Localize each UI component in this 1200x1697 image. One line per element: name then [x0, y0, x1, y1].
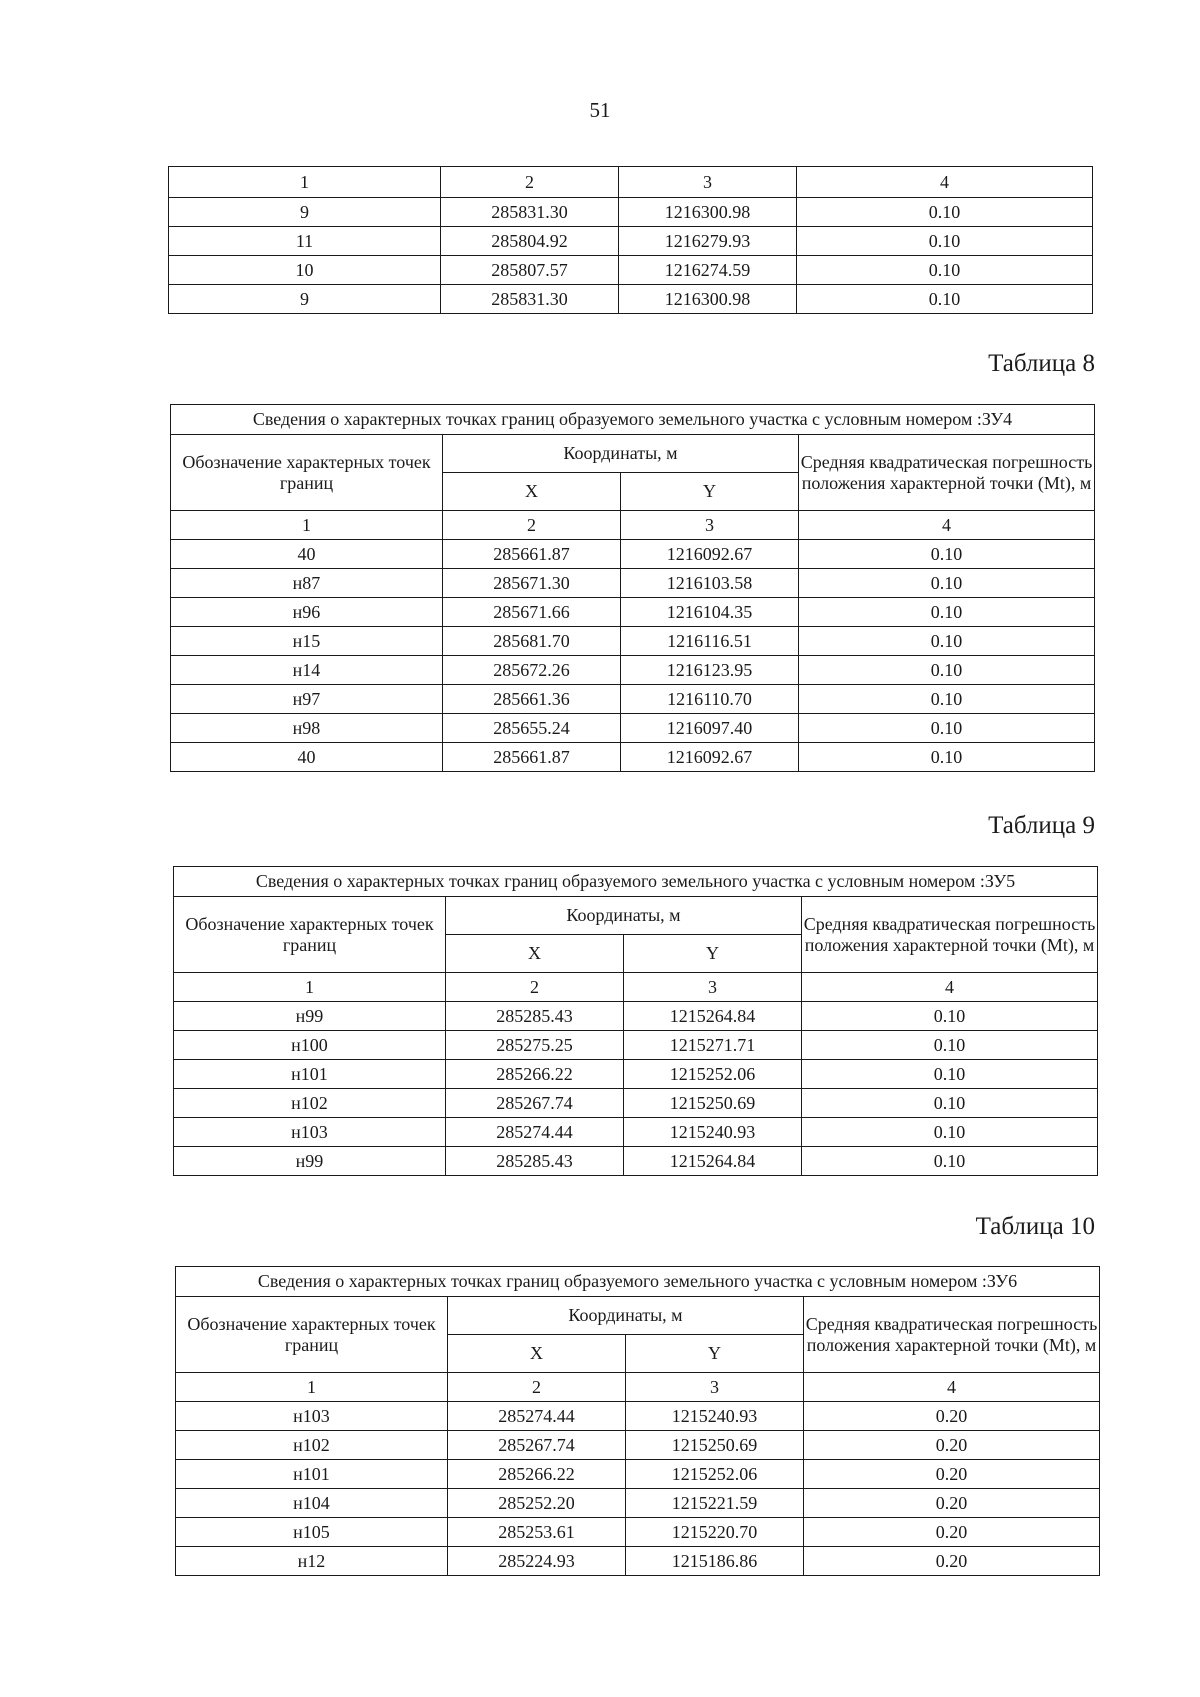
point-id: н97 — [171, 685, 443, 714]
point-id: н101 — [176, 1460, 448, 1489]
error-value: 0.10 — [797, 285, 1093, 314]
error-value: 0.10 — [799, 714, 1095, 743]
table-row — [171, 598, 1095, 627]
error-value: 0.10 — [797, 256, 1093, 285]
point-id: н105 — [176, 1518, 448, 1547]
coord-y: 1215186.86 — [626, 1547, 804, 1576]
coord-y: 1215240.93 — [624, 1118, 802, 1147]
coord-y: 1216300.98 — [619, 285, 797, 314]
coord-x: 285671.66 — [443, 598, 621, 627]
table-row — [174, 1118, 1098, 1147]
header-row — [171, 435, 1095, 473]
coordinates-table — [173, 866, 1098, 1176]
table-title-row — [174, 867, 1098, 897]
point-id: н99 — [174, 1147, 446, 1176]
error-value: 0.10 — [802, 1089, 1098, 1118]
error-header: Средняя квадратическая погрешность положения характерной точки (Mt), м — [799, 435, 1095, 511]
point-id: н98 — [171, 714, 443, 743]
column-number-row — [174, 973, 1098, 1002]
x-header: X — [448, 1335, 626, 1373]
column-number: 2 — [441, 167, 619, 198]
error-value: 0.10 — [799, 627, 1095, 656]
column-number: 2 — [448, 1373, 626, 1402]
coord-x: 285831.30 — [441, 198, 619, 227]
coord-y: 1216092.67 — [621, 540, 799, 569]
column-number: 2 — [443, 511, 621, 540]
column-number: 3 — [624, 973, 802, 1002]
error-value: 0.10 — [802, 1060, 1098, 1089]
error-value: 0.10 — [799, 569, 1095, 598]
coord-x: 285267.74 — [448, 1431, 626, 1460]
error-value: 0.10 — [802, 1002, 1098, 1031]
coord-y: 1216274.59 — [619, 256, 797, 285]
y-header: Y — [624, 935, 802, 973]
column-number: 3 — [619, 167, 797, 198]
error-value: 0.10 — [797, 227, 1093, 256]
point-id: н103 — [176, 1402, 448, 1431]
coordinates-table — [175, 1266, 1100, 1576]
point-header: Обозначение характерных точек границ — [171, 435, 443, 511]
point-id: н12 — [176, 1547, 448, 1576]
coordinates-header: Координаты, м — [443, 435, 799, 473]
coord-x: 285804.92 — [441, 227, 619, 256]
table-title: Сведения о характерных точках границ образуемого земельного участка с условным номером :ЗУ6 — [176, 1267, 1100, 1297]
column-number: 4 — [802, 973, 1098, 1002]
header-row — [176, 1297, 1100, 1335]
point-id: 40 — [171, 540, 443, 569]
point-id: н102 — [176, 1431, 448, 1460]
coordinates-header: Координаты, м — [446, 897, 802, 935]
table-caption: Таблица 10 — [975, 1213, 1095, 1240]
coord-y: 1216110.70 — [621, 685, 799, 714]
coord-y: 1215250.69 — [626, 1431, 804, 1460]
error-value: 0.20 — [804, 1460, 1100, 1489]
column-number: 3 — [626, 1373, 804, 1402]
coord-y: 1215264.84 — [624, 1002, 802, 1031]
table-row — [171, 656, 1095, 685]
table-row — [176, 1547, 1100, 1576]
coord-y: 1216300.98 — [619, 198, 797, 227]
point-id: н103 — [174, 1118, 446, 1147]
error-value: 0.20 — [804, 1518, 1100, 1547]
coord-y: 1215220.70 — [626, 1518, 804, 1547]
coord-y: 1215271.71 — [624, 1031, 802, 1060]
error-value: 0.10 — [802, 1118, 1098, 1147]
table-row — [174, 1002, 1098, 1031]
point-id: 10 — [169, 256, 441, 285]
coord-y: 1216097.40 — [621, 714, 799, 743]
coord-y: 1216116.51 — [621, 627, 799, 656]
coord-x: 285267.74 — [446, 1089, 624, 1118]
table-caption: Таблица 8 — [988, 350, 1095, 377]
error-value: 0.10 — [802, 1147, 1098, 1176]
table-row — [169, 256, 1093, 285]
error-value: 0.10 — [802, 1031, 1098, 1060]
error-header: Средняя квадратическая погрешность положения характерной точки (Mt), м — [802, 897, 1098, 973]
coord-x: 285274.44 — [446, 1118, 624, 1147]
table-title-row — [176, 1267, 1100, 1297]
coord-y: 1216092.67 — [621, 743, 799, 772]
table-caption: Таблица 9 — [988, 812, 1095, 839]
point-id: н101 — [174, 1060, 446, 1089]
table-title-row — [171, 405, 1095, 435]
coord-x: 285266.22 — [446, 1060, 624, 1089]
point-id: н102 — [174, 1089, 446, 1118]
column-number: 1 — [174, 973, 446, 1002]
point-id: 11 — [169, 227, 441, 256]
point-id: н87 — [171, 569, 443, 598]
coord-x: 285807.57 — [441, 256, 619, 285]
column-number-row — [169, 167, 1093, 198]
column-number-row — [176, 1373, 1100, 1402]
error-value: 0.20 — [804, 1489, 1100, 1518]
point-id: н14 — [171, 656, 443, 685]
coord-y: 1215221.59 — [626, 1489, 804, 1518]
coord-x: 285252.20 — [448, 1489, 626, 1518]
x-header: X — [446, 935, 624, 973]
table-row — [174, 1031, 1098, 1060]
table-row — [174, 1089, 1098, 1118]
table-row — [171, 627, 1095, 656]
point-id: н96 — [171, 598, 443, 627]
column-number: 4 — [799, 511, 1095, 540]
coord-x: 285681.70 — [443, 627, 621, 656]
table-row — [171, 714, 1095, 743]
coord-y: 1215264.84 — [624, 1147, 802, 1176]
table-row — [176, 1518, 1100, 1547]
column-number: 2 — [446, 973, 624, 1002]
error-value: 0.10 — [799, 743, 1095, 772]
coordinates-header: Координаты, м — [448, 1297, 804, 1335]
y-header: Y — [621, 473, 799, 511]
error-header: Средняя квадратическая погрешность положения характерной точки (Mt), м — [804, 1297, 1100, 1373]
column-number: 3 — [621, 511, 799, 540]
error-value: 0.10 — [797, 198, 1093, 227]
error-value: 0.10 — [799, 656, 1095, 685]
coord-y: 1215252.06 — [624, 1060, 802, 1089]
coord-y: 1216279.93 — [619, 227, 797, 256]
point-id: 9 — [169, 198, 441, 227]
table-row — [171, 569, 1095, 598]
table-row — [174, 1147, 1098, 1176]
coord-y: 1215252.06 — [626, 1460, 804, 1489]
table-row — [169, 198, 1093, 227]
point-header: Обозначение характерных точек границ — [174, 897, 446, 973]
error-value: 0.20 — [804, 1402, 1100, 1431]
point-id: 40 — [171, 743, 443, 772]
coord-x: 285253.61 — [448, 1518, 626, 1547]
table-row — [176, 1402, 1100, 1431]
column-number-row — [171, 511, 1095, 540]
point-id: н100 — [174, 1031, 446, 1060]
table-title: Сведения о характерных точках границ образуемого земельного участка с условным номером :ЗУ5 — [174, 867, 1098, 897]
point-id: н104 — [176, 1489, 448, 1518]
point-id: 9 — [169, 285, 441, 314]
coord-y: 1216123.95 — [621, 656, 799, 685]
error-value: 0.10 — [799, 540, 1095, 569]
coord-x: 285661.36 — [443, 685, 621, 714]
coord-x: 285661.87 — [443, 540, 621, 569]
column-number: 4 — [797, 167, 1093, 198]
page-number: 51 — [589, 98, 611, 122]
table-row — [171, 685, 1095, 714]
coord-x: 285655.24 — [443, 714, 621, 743]
table-row — [176, 1431, 1100, 1460]
point-id: н99 — [174, 1002, 446, 1031]
error-value: 0.10 — [799, 598, 1095, 627]
table-row — [176, 1489, 1100, 1518]
column-number: 4 — [804, 1373, 1100, 1402]
coord-x: 285224.93 — [448, 1547, 626, 1576]
table-row — [174, 1060, 1098, 1089]
coord-x: 285831.30 — [441, 285, 619, 314]
point-id: н15 — [171, 627, 443, 656]
coord-x: 285266.22 — [448, 1460, 626, 1489]
coord-y: 1215240.93 — [626, 1402, 804, 1431]
column-number: 1 — [169, 167, 441, 198]
header-row — [174, 897, 1098, 935]
coord-x: 285672.26 — [443, 656, 621, 685]
error-value: 0.10 — [799, 685, 1095, 714]
column-number: 1 — [171, 511, 443, 540]
error-value: 0.20 — [804, 1431, 1100, 1460]
coord-x: 285661.87 — [443, 743, 621, 772]
y-header: Y — [626, 1335, 804, 1373]
table-title: Сведения о характерных точках границ образуемого земельного участка с условным номером :ЗУ4 — [171, 405, 1095, 435]
point-header: Обозначение характерных точек границ — [176, 1297, 448, 1373]
table-row — [169, 227, 1093, 256]
coord-x: 285285.43 — [446, 1147, 624, 1176]
coord-y: 1216104.35 — [621, 598, 799, 627]
coord-y: 1215250.69 — [624, 1089, 802, 1118]
table-row — [176, 1460, 1100, 1489]
table-row — [171, 743, 1095, 772]
coord-y: 1216103.58 — [621, 569, 799, 598]
column-number: 1 — [176, 1373, 448, 1402]
continuation-table — [168, 166, 1093, 314]
coord-x: 285275.25 — [446, 1031, 624, 1060]
table-row — [171, 540, 1095, 569]
table-row — [169, 285, 1093, 314]
x-header: X — [443, 473, 621, 511]
coord-x: 285285.43 — [446, 1002, 624, 1031]
coordinates-table — [170, 404, 1095, 772]
coord-x: 285274.44 — [448, 1402, 626, 1431]
error-value: 0.20 — [804, 1547, 1100, 1576]
coord-x: 285671.30 — [443, 569, 621, 598]
